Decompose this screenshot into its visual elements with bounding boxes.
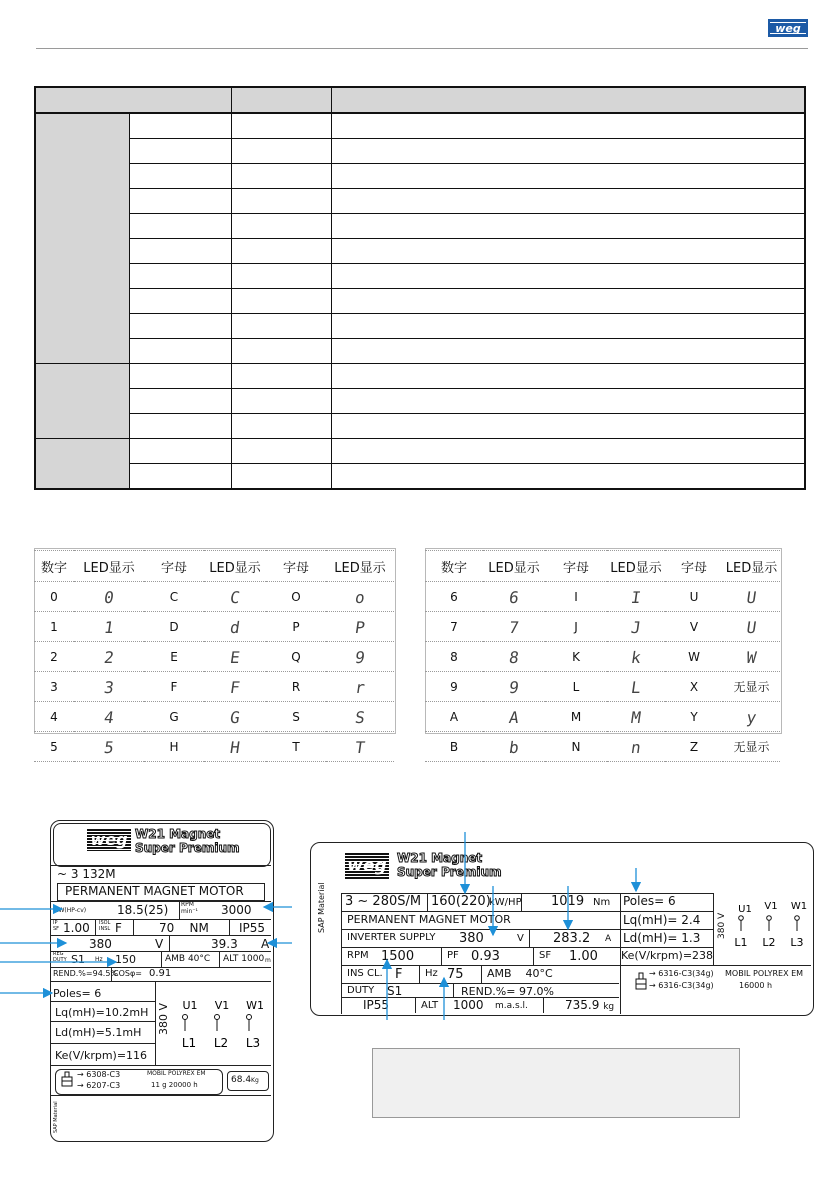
lq: Lq(mH)=10.2mH <box>55 1006 149 1019</box>
led-char: S <box>266 702 326 732</box>
led-header-cell: 数字 <box>34 551 74 582</box>
series-subtitle: Super Premium <box>397 865 502 879</box>
current-unit: A <box>261 937 270 951</box>
led-glyph: 7 <box>481 612 547 642</box>
alt-unit: m <box>265 957 271 964</box>
current: 39.3 <box>211 937 238 951</box>
voltage: 380 <box>459 931 484 946</box>
led-glyph: r <box>324 672 396 702</box>
led-char: V <box>665 612 723 642</box>
led-header-cell: 字母 <box>665 551 723 582</box>
line-l1: L1 <box>734 936 748 949</box>
led-glyph: 无显示 <box>723 672 780 702</box>
led-char: X <box>665 672 723 702</box>
terminal-w1: W1 <box>246 999 264 1012</box>
led-glyph: 4 <box>72 702 146 732</box>
led-glyph: F <box>202 672 268 702</box>
led-char: H <box>144 732 204 762</box>
led-glyph: 9 <box>324 642 396 672</box>
led-glyph: 5 <box>72 732 146 762</box>
frequency: 75 <box>447 967 464 982</box>
supply: INVERTER SUPPLY <box>347 932 436 943</box>
hz-label: Hz <box>95 956 103 963</box>
led-glyph: A <box>481 702 547 732</box>
terminal-w1: W1 <box>790 901 808 912</box>
series-subtitle: Super Premium <box>135 841 240 855</box>
led-char: W <box>665 642 723 672</box>
pf-label: PF <box>447 950 459 961</box>
torque: 1019 <box>551 894 585 909</box>
led-char: 1 <box>34 612 74 642</box>
power-unit: kW/HP <box>489 897 522 908</box>
led-char: 0 <box>34 582 74 612</box>
weight: 735.9 kg <box>565 998 615 1012</box>
poles: Poles= 6 <box>623 894 676 908</box>
led-char: 2 <box>34 642 74 672</box>
insulation-class: F <box>395 967 403 982</box>
alt: ALT 1000 <box>223 954 265 964</box>
led-glyph: W <box>721 642 782 672</box>
led-glyph: T <box>324 732 396 762</box>
led-glyph: G <box>202 702 268 732</box>
ambient: AMB 40°C <box>487 967 553 980</box>
terminal-v1: V1 <box>214 999 230 1012</box>
motor-type: PERMANENT MAGNET MOTOR <box>347 913 511 926</box>
led-char: Z <box>665 732 723 762</box>
led-char: J <box>545 612 607 642</box>
svg-text:weg: weg <box>775 22 801 35</box>
grease-quantity: 11 g 20000 h <box>151 1081 198 1089</box>
led-glyph: S <box>324 702 396 732</box>
led-glyph: L <box>605 672 667 702</box>
line-l2: L2 <box>213 1036 229 1050</box>
led-glyph: b <box>481 732 547 762</box>
connection-voltage: 380 V <box>717 912 727 939</box>
voltage: 380 <box>89 937 112 951</box>
duty-label: DUTY <box>347 985 375 996</box>
led-char: Q <box>266 642 326 672</box>
led-glyph: 3 <box>72 672 146 702</box>
sf-label: IP SF <box>53 920 60 932</box>
motor-type: PERMANENT MAGNET MOTOR <box>65 884 244 898</box>
led-glyph: 1 <box>72 612 146 642</box>
voltage-unit: V <box>517 933 524 944</box>
ins-label: INS CL. <box>347 968 383 979</box>
terminal-u1: U1 <box>182 999 198 1012</box>
led-header-cell: LED显示 <box>326 551 394 582</box>
insul-label: ISOL INSL <box>99 920 111 932</box>
duty: S1 <box>387 984 403 998</box>
grease-type: MOBIL POLYREX EM <box>725 969 804 978</box>
led-glyph: I <box>605 582 667 612</box>
led-char: C <box>144 582 204 612</box>
led-char: 7 <box>425 612 483 642</box>
lq: Lq(mH)= 2.4 <box>623 913 701 927</box>
led-header-cell: LED显示 <box>204 551 266 582</box>
led-char: B <box>425 732 483 762</box>
ke: Ke(V/krpm)=238 <box>621 949 714 962</box>
sf-value: 1.00 <box>63 921 90 935</box>
led-char: 3 <box>34 672 74 702</box>
led-glyph: d <box>202 612 268 642</box>
efficiency: REND.%=94.5% <box>53 969 119 978</box>
led-glyph: 6 <box>481 582 547 612</box>
torque: 70 NM <box>159 921 209 935</box>
cos-label: COSφ= <box>113 969 142 978</box>
bearing-nde: → 6316-C3(34g) <box>649 981 714 990</box>
led-header-cell: 字母 <box>545 551 607 582</box>
led-char: G <box>144 702 204 732</box>
line-l3: L3 <box>790 936 804 949</box>
power-factor: 0.93 <box>471 949 500 964</box>
led-header-cell: LED显示 <box>723 551 780 582</box>
ke: Ke(V/krpm)=116 <box>55 1049 148 1062</box>
ld: Ld(mH)=5.1mH <box>55 1026 142 1039</box>
led-glyph: M <box>605 702 667 732</box>
led-glyph: o <box>324 582 396 612</box>
led-header-cell: 数字 <box>425 551 483 582</box>
led-char: T <box>266 732 326 762</box>
efficiency: REND.%= 97.0% <box>461 985 554 998</box>
torque-unit: Nm <box>593 897 611 908</box>
led-header-cell: LED显示 <box>74 551 144 582</box>
grease-hours: 16000 h <box>739 981 773 990</box>
voltage-unit: V <box>155 937 164 951</box>
altitude: 1000 <box>453 998 484 1012</box>
terminal-v1: V1 <box>764 901 778 912</box>
grease-type: MOBIL POLYREX EM <box>147 1070 206 1077</box>
led-char: F <box>144 672 204 702</box>
power: 160(220) <box>431 894 491 909</box>
led-char: Y <box>665 702 723 732</box>
led-char: E <box>144 642 204 672</box>
led-glyph: k <box>605 642 667 672</box>
led-glyph: J <box>605 612 667 642</box>
led-char: I <box>545 582 607 612</box>
rpm-label: RPM <box>347 950 369 961</box>
led-glyph: U <box>721 582 782 612</box>
weg-logo: weg <box>345 853 389 879</box>
poles: Poles= 6 <box>53 987 102 1000</box>
led-char: A <box>425 702 483 732</box>
weight: 68.4Kg <box>231 1075 259 1085</box>
alt-label: ALT <box>421 1000 439 1011</box>
led-char: L <box>545 672 607 702</box>
phase-frame: ~ 3 132M <box>57 867 116 881</box>
led-char: P <box>266 612 326 642</box>
ip-rating: IP55 <box>363 998 390 1012</box>
bearing-de: → 6308-C3 <box>77 1070 121 1079</box>
led-char: 4 <box>34 702 74 732</box>
led-char: K <box>545 642 607 672</box>
led-header-cell: LED显示 <box>483 551 545 582</box>
duty-label: REG DUTY <box>53 951 67 963</box>
altitude-unit: m.a.s.l. <box>495 1001 528 1011</box>
series-title: W21 Magnet <box>135 827 221 841</box>
led-glyph: 无显示 <box>723 732 780 762</box>
led-char: R <box>266 672 326 702</box>
rpm-label: RPM min⁻¹ <box>181 901 198 915</box>
led-glyph: 2 <box>72 642 146 672</box>
amb: AMB 40°C <box>165 954 211 964</box>
service-factor: 1.00 <box>569 949 598 964</box>
current: 283.2 <box>553 931 591 946</box>
bearing-nde: → 6207-C3 <box>77 1081 121 1090</box>
line-l1: L1 <box>181 1036 197 1050</box>
led-char: N <box>545 732 607 762</box>
kw-value: 18.5(25) <box>117 903 169 917</box>
led-char: D <box>144 612 204 642</box>
led-glyph: H <box>202 732 268 762</box>
phase-frame: 3 ~ 280S/M <box>345 894 422 909</box>
led-char: O <box>266 582 326 612</box>
line-l2: L2 <box>762 936 776 949</box>
led-glyph: U <box>721 612 782 642</box>
led-char: U <box>665 582 723 612</box>
led-glyph: 9 <box>481 672 547 702</box>
sf-label: SF <box>539 950 552 961</box>
led-glyph: y <box>721 702 782 732</box>
led-glyph: C <box>202 582 268 612</box>
insul-value: F <box>115 921 122 935</box>
duty: S1 <box>71 953 85 966</box>
line-l3: L3 <box>245 1036 261 1050</box>
rpm-value: 3000 <box>221 903 252 917</box>
hz-label: Hz <box>425 968 438 979</box>
led-glyph: P <box>324 612 396 642</box>
led-char: 5 <box>34 732 74 762</box>
led-header-cell: 字母 <box>144 551 204 582</box>
led-glyph: n <box>605 732 667 762</box>
kw-label: kW(HP-cv) <box>55 907 87 914</box>
connection-voltage: 380 V <box>157 1002 170 1035</box>
led-glyph: E <box>202 642 268 672</box>
led-header-cell: 字母 <box>266 551 326 582</box>
led-glyph: 0 <box>72 582 146 612</box>
cos-value: 0.91 <box>149 968 172 979</box>
led-char: M <box>545 702 607 732</box>
rpm: 1500 <box>381 949 415 964</box>
led-char: 6 <box>425 582 483 612</box>
terminal-u1: U1 <box>738 904 752 915</box>
led-glyph: 8 <box>481 642 547 672</box>
hz: 150 <box>115 953 136 966</box>
series-title: W21 Magnet <box>397 851 483 865</box>
bearing-de: → 6316-C3(34g) <box>649 969 714 978</box>
led-char: 9 <box>425 672 483 702</box>
current-unit: A <box>605 934 612 944</box>
led-char: 8 <box>425 642 483 672</box>
weg-logo: weg <box>87 829 131 851</box>
led-header-cell: LED显示 <box>607 551 665 582</box>
sap-material: SAP Material <box>317 882 326 933</box>
ip-rating: IP55 <box>239 921 266 935</box>
ld: Ld(mH)= 1.3 <box>623 931 701 945</box>
sap-material: SAP Material <box>53 1101 59 1133</box>
